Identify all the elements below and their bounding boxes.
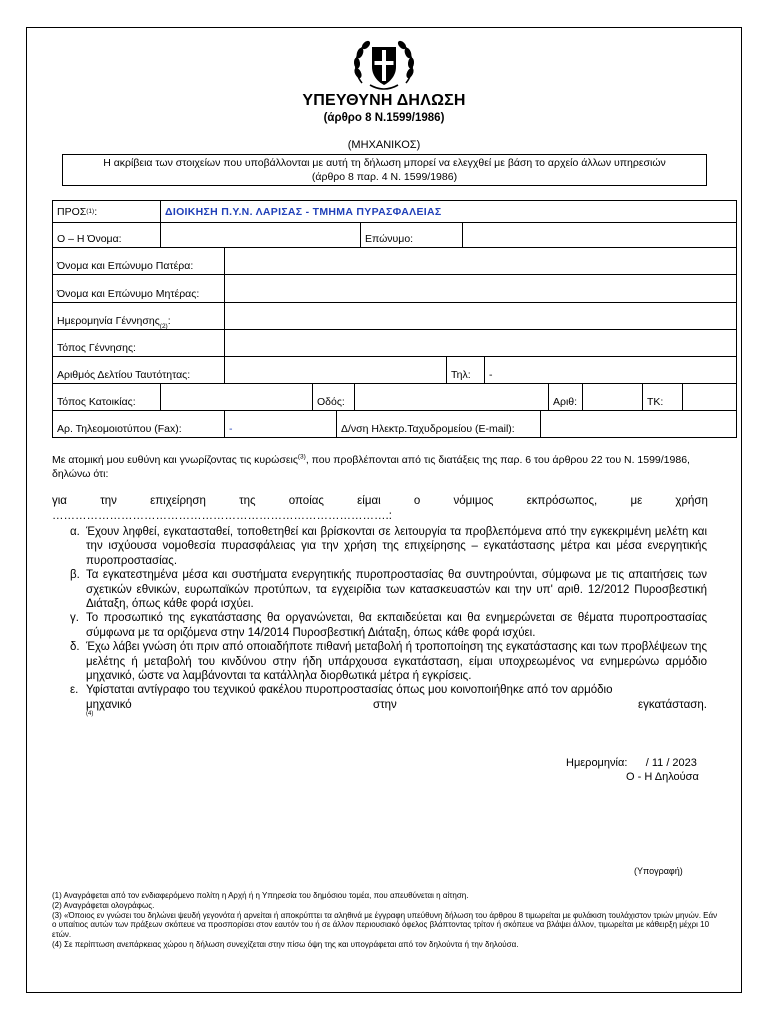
fax-row (53, 411, 736, 437)
id-field[interactable] (225, 357, 447, 383)
declarant-label: Ο - Η Δηλούσα (626, 771, 699, 783)
father-field[interactable] (225, 248, 736, 274)
footnote-ref-4: (4) (86, 711, 94, 718)
to-row (53, 201, 736, 223)
birthplace-row (53, 330, 736, 357)
father-row (53, 248, 736, 275)
declaration-items (70, 525, 707, 718)
birthplace-label: Τόπος Γέννησης: (53, 330, 225, 356)
phone-label: Τηλ: (447, 357, 485, 383)
footnote: (1) Αναγράφεται από τον ενδιαφερόμενο πολίτη η Αρχή ή η Υπηρεσία του δημόσιου τομέα, που απευθύνεται η αίτηση. (52, 891, 469, 900)
fax-value: - (229, 423, 233, 435)
id-row (53, 357, 736, 384)
birthdate-row (53, 303, 736, 330)
residence-row (53, 384, 736, 411)
declaration-intro: Με ατομική μου ευθύνη και γνωρίζοντας τις κυρώσεις$^{(3)}$, που προβλέπονται από τις διατάξεις της παρ. 6 του άρθρου 22 του Ν. 1599/1986, δηλώνω ότι: (52, 453, 690, 480)
number-field[interactable] (583, 384, 643, 410)
mother-label: Όνομα και Επώνυμο Μητέρας: (53, 275, 225, 302)
email-label: Δ/νση Ηλεκτρ.Ταχυδρομείου (E-mail): (337, 411, 541, 437)
document-title: ΥΠΕΥΘΥΝΗ ΔΗΛΩΣΗ (302, 92, 466, 109)
list-item: γ. Το προσωπικό της εγκατάστασης θα οργανώνεται, θα εκπαιδεύεται και θα ενημερώνεται σε θέματα πυροπροστασίας σύμφωνα με τα οριζόμενα στην 14/2014 Πυροσβεστική Διάταξη, όπως κάθε φορά ισχύει. (70, 612, 707, 639)
birthdate-field[interactable] (225, 303, 736, 329)
street-field[interactable] (355, 384, 549, 410)
email-field[interactable] (541, 411, 736, 437)
residence-field[interactable] (161, 384, 313, 410)
street-label: Οδός: (313, 384, 355, 410)
to-value: ΔΙΟΙΚΗΣΗ Π.Υ.Ν. ΛΑΡΙΣΑΣ - ΤΜΗΜΑ ΠΥΡΑΣΦΑΛΕΙΑΣ (165, 205, 442, 218)
list-item: ε. Υφίσταται αντίγραφο του τεχνικού φακέλου πυροπροστασίας όπως μου κοινοποιήθηκε από τον αρμόδιο μηχανικό στην εγκατάσταση. (70, 684, 707, 711)
surname-label: Επώνυμο: (361, 223, 463, 247)
residence-label: Τόπος Κατοικίας: (53, 384, 161, 410)
document-subtitle: (άρθρο 8 Ν.1599/1986) (323, 112, 445, 124)
date-value: / 11 / 2023 (645, 757, 697, 769)
mother-row (53, 275, 736, 303)
number-label: Αριθ: (549, 384, 583, 410)
surname-field[interactable] (463, 223, 736, 247)
list-item: δ. Έχω λάβει γνώση ότι πριν από οποιαδήποτε πιθανή μεταβολή ή τροποποίηση της εγκατάστασης και των προβλέψεων της μελέτης ή μεταβολή του κινδύνου στην ήδη υπάρχουσα εγκατάσταση, είμαι υποχρεωμένος να ενημερώνω αρμόδιο μηχανικό, ώστε να λαμβάνονται τα κατάλληλα διορθωτικά μέτρα ή εγκρίσεις. (70, 641, 707, 683)
date-line (566, 757, 697, 769)
footnote: (4) Σε περίπτωση ανεπάρκειας χώρου η δήλωση συνεχίζεται στην πίσω όψη της και υπογράφεται από τον δηλούντα ή την δηλούσα. (52, 939, 519, 949)
list-item: β. Τα εγκατεστημένα μέσα και συστήματα ενεργητικής πυροπροστασίας θα συντηρούνται, σύμφωνα με τις απαιτήσεις των σχετικών εθνικών, ευρωπαϊκών προτύπων, τα εγχειρίδια των κατασκευαστών και την υπ' αριθ. 12/2012 Πυροσβεστική Διάταξη, όπως κάθε φορά ισχύει. (70, 569, 707, 611)
fax-field[interactable] (225, 411, 337, 437)
business-purpose (52, 494, 708, 524)
phone-field[interactable] (485, 357, 736, 383)
birthplace-field[interactable] (225, 330, 736, 356)
footnotes (52, 891, 722, 950)
accuracy-notice-line2: (άρθρο 8 παρ. 4 Ν. 1599/1986) (311, 170, 458, 183)
engineer-label: (ΜΗΧΑΝΙΚΟΣ) (347, 139, 421, 151)
purpose-dots: …………………………………………………………………………….: (52, 510, 392, 522)
signature-label: (Υπογραφή) (634, 866, 683, 876)
greek-coat-of-arms-icon (348, 33, 420, 95)
accuracy-notice-line1: Η ακρίβεια των στοιχείων που υποβάλλονται με αυτή τη δήλωση μπορεί να ελεγχθεί με βάση το αρχείο άλλων υπηρεσιών (103, 157, 666, 169)
postcode-field[interactable] (683, 384, 736, 410)
fax-label: Αρ. Τηλεομοιοτύπου (Fax): (53, 411, 225, 437)
id-label: Αριθμός Δελτίου Ταυτότητας: (53, 357, 225, 383)
footnote: (3) «Όποιος εν γνώσει του δηλώνει ψευδή γεγονότα ή αρνείται ή αποκρύπτει τα αληθινά με έγγραφη υπεύθυνη δήλωση του άρθρου 8 τιμωρείται με φυλάκιση τουλάχιστον τριών μηνών. Εάν ο υπαίτιος αυτών των πράξεων σκόπευε να προσπορίσει στον εαυτόν του ή σε άλλον περιουσιακό όφελος βλάπτοντας τρίτον ή σκόπευε να βλάψει άλλον, τιμωρείται με κάθειρξη μέχρι 10 ετών. (52, 910, 718, 940)
accuracy-notice (62, 154, 707, 186)
to-value-field[interactable] (161, 201, 736, 222)
purpose-line: για την επιχείρηση της οποίας είμαι ο νόμιμος εκπρόσωπος, με χρήση (52, 495, 708, 507)
birthdate-label: Ημερομηνία Γέννησης (2) : (53, 303, 225, 329)
postcode-label: ΤΚ: (643, 384, 683, 410)
list-item: α. Έχουν ληφθεί, εγκατασταθεί, τοποθετηθεί και βρίσκονται σε λειτουργία τα προβλεπόμενα από την εγκεκριμένη μελέτη και την ισχύουσα νομοθεσία πυρασφάλειας για την χρήση της επιχείρησης – εγκατάστασης μέτρα και μέσα ενεργητικής πυροπροστασίας. (70, 526, 707, 567)
declaration-form (52, 200, 737, 438)
date-label: Ημερομηνία: (566, 757, 628, 769)
mother-field[interactable] (225, 275, 736, 302)
phone-value: - (489, 369, 493, 381)
to-label: ΠΡΟΣ (1) : (53, 201, 161, 222)
name-field[interactable] (161, 223, 361, 247)
name-row (53, 223, 736, 248)
footnote: (2) Αναγράφεται ολογράφως. (52, 900, 155, 910)
father-label: Όνομα και Επώνυμο Πατέρα: (53, 248, 225, 274)
name-label: Ο – Η Όνομα: (53, 223, 161, 247)
